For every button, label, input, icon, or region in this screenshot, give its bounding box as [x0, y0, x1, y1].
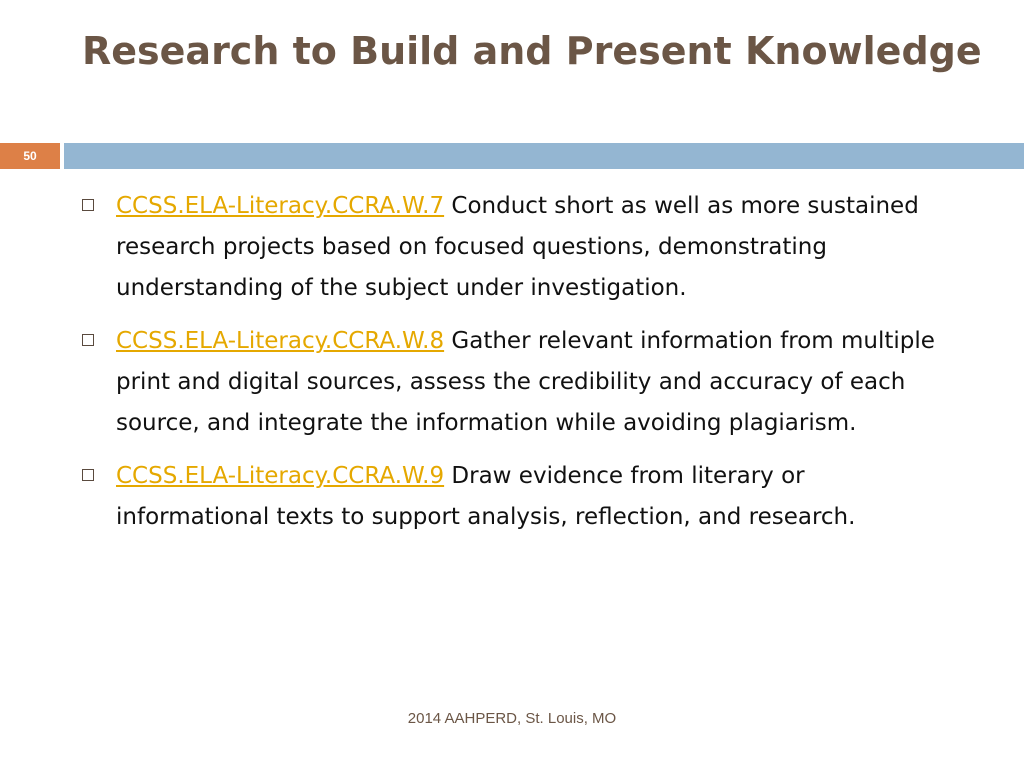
- title-divider-bar: [64, 143, 1024, 169]
- bullet-list: [80, 186, 960, 550]
- standard-link[interactable]: CCSS.ELA-Literacy.CCRA.W.9: [116, 463, 445, 489]
- bullet-text: Conduct short as well as more sustained research projects based on focused questions, demonstrating understanding of the subject under investigation.: [116, 193, 919, 301]
- slide-number-badge: 50: [0, 143, 60, 169]
- bullet-text: Gather relevant information from multiple print and digital sources, assess the credibility and accuracy of each source, and integrate the information while avoiding plagiarism.: [116, 328, 935, 436]
- bullet-item: [80, 321, 960, 444]
- slide-footer: 2014 AAHPERD, St. Louis, MO: [407, 710, 617, 727]
- square-bullet-icon: [82, 334, 94, 346]
- slide-title: Research to Build and Present Knowledge: [82, 29, 982, 73]
- standard-link[interactable]: CCSS.ELA-Literacy.CCRA.W.8: [116, 328, 445, 354]
- standard-link[interactable]: CCSS.ELA-Literacy.CCRA.W.7: [116, 193, 445, 219]
- bullet-item: [80, 186, 960, 309]
- bullet-text: Draw evidence from literary or informational texts to support analysis, reflection, and research.: [116, 463, 856, 530]
- square-bullet-icon: [82, 199, 94, 211]
- bullet-item: [80, 456, 960, 538]
- square-bullet-icon: [82, 469, 94, 481]
